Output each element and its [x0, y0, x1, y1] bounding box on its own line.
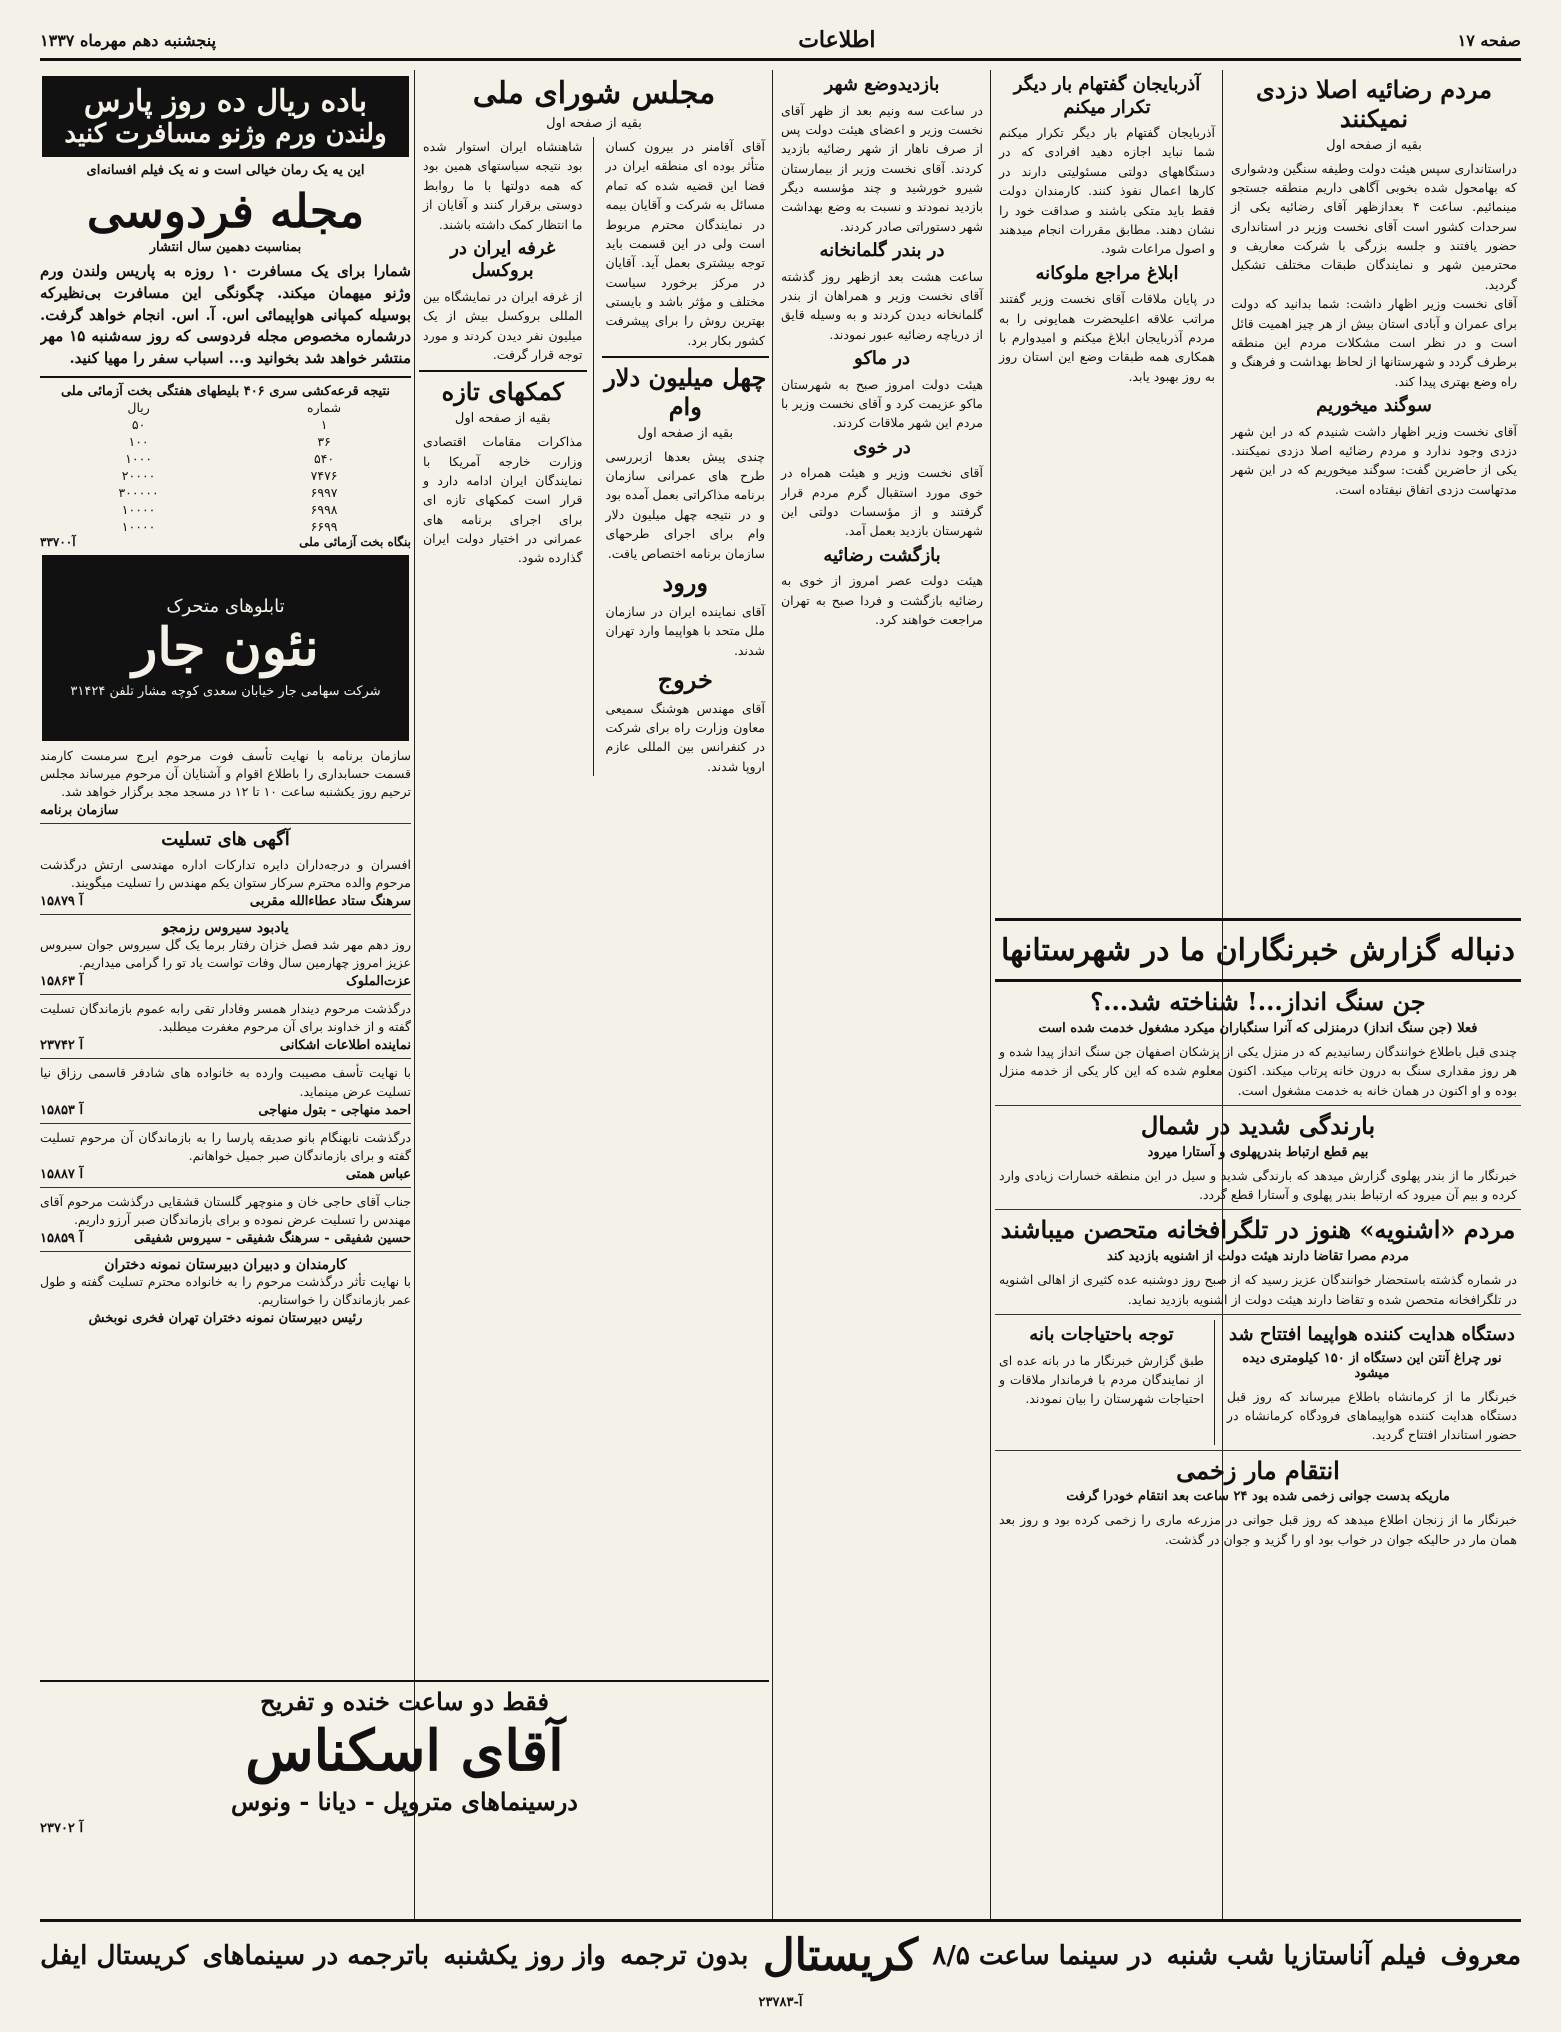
section-banner	[995, 918, 1521, 982]
notice-code: آ ۱۵۸۷۹	[40, 893, 84, 909]
subheading: در ماکو	[854, 348, 910, 370]
story-text: خبرنگار ما از زنجان اطلاع میدهد که روز قبل جوانی در مزرعه ماری را زخمی کرده بود و روز بعد همان مار در حالیکه جوان در خواب بود او را گزید و جوان در گذشت.	[999, 1512, 1517, 1547]
ad-time: در سینما ساعت ۸/۵	[932, 1940, 1153, 1971]
ad-tagline: فقط دو ساعت خنده و تفریح	[260, 1687, 549, 1716]
lottery-header-row	[40, 399, 411, 416]
continuation-note: بقیه از صفحه اول	[637, 425, 734, 441]
lottery-row: ۶۶۹۹ ۱۰۰۰۰	[121, 518, 338, 534]
story-subheading: ماریکه بدست جوانی زخمی شده بود ۲۴ ساعت بعد انتقام خودرا گرفت	[1066, 1489, 1450, 1505]
provincial-reports-section	[995, 918, 1521, 1927]
notice-signature: سازمان برنامه	[40, 803, 119, 819]
story-subheading: فعلا (جن سنگ انداز) درمنزلی که آنرا سنگباران میکرد مشغول خدمت شده است	[1038, 1020, 1478, 1036]
ad-line: این یه یک رمان خیالی است و نه یک فیلم افسانه‌ای	[86, 163, 365, 178]
article-text: ساعت هشت بعد ازظهر روز گذشته آقای نخست وزیر و همراهان از بندر گلمانخانه دیدن کردند و به وسیله قایق از دریاچه رضائیه عبور نمودند.	[781, 268, 983, 342]
ad-mid-text: باترجمه در سینماهای	[202, 1940, 430, 1971]
magazine-promo: شمارا برای یک مسافرت ۱۰ روزه به پاریس ولندن ورم وژنو میهمان میکند. چگونگی این مسافرت بی‌نظیرکه بوسیله کمپانی هواپیمائی اس. آ. اس. انجام خواهد گرفت. درشماره مخصوص مجله فردوسی که روز سه‌شنبه ۱۵ مهر منتشر خواهد شد بخوانید و... اسباب سفر را مهیا کنید.	[40, 262, 411, 367]
headline-azerbaijan: آذربایجان گفتهام بار دیگر تکرار میکنم	[1013, 74, 1201, 118]
article-text: آذربایجان گفتهام بار دیگر تکرار میکنم شما نباید اجازه دهید افرادی که در دستگاههای دولتی مسئولیتی دارند در کارها اعمال نفوذ کنند. کارمندان دولت فقط باید متکی باشند و صداقت خود را نشان دهند. مطابق مقررات انجام میدهند و اصول مراعات شود.	[999, 125, 1215, 257]
magazine-subtitle: بمناسبت دهمین سال انتشار	[149, 240, 302, 255]
headline-loan: چهل میلیون دلار وام	[604, 363, 767, 421]
notice-signature: عباس همتی	[345, 1166, 411, 1182]
lottery-table	[40, 399, 411, 535]
issue-date: پنجشنبه دهم مهرماه ۱۳۳۷	[40, 30, 217, 50]
notice-text: با نهایت تأثر درگذشت مرحوم را به خانواده محترم تسلیت گفته و طول عمر بازماندگان را خواستاریم.	[40, 1274, 411, 1308]
article-text: دراستانداری سپس هیئت دولت وطیفه سنگین ودشواری که بهامحول شده بخوبی آگاهی داریم منطقه جستجو مینمائیم. ساعت ۴ بعدازظهر آقای رضائیه یکی از سرحدات کشور است آقای نخست وزیر در استانداری حضور یافتند و جلسه بزرگی با شرکت معاریف و محترمین شهر و نمایندگان طبقات مختلف تشکیل گردید.	[1231, 160, 1517, 292]
ad-code: آ ۲۳۷۰۲	[40, 1821, 84, 1837]
ad-code: آ-۲۳۷۸۳	[758, 1995, 803, 2010]
lottery-row: ۵۴۰ ۱۰۰۰	[125, 450, 335, 466]
subheading: غرفه ایران در بروکسل	[450, 237, 556, 282]
article-text: شاهنشاه ایران استوار شده بود نتیجه سیاستهای همین بود که همه دولتها با ما روابط دوستی برقرار کنند و آقایان از ما انتظار کمک داشته باشند.	[423, 139, 583, 232]
headline-arrival: ورود	[662, 567, 708, 597]
story-subheading: بیم قطع ارتباط بندرپهلوی و آستارا میرود	[1147, 1144, 1369, 1160]
ad-days: واز روز یکشنبه	[443, 1940, 606, 1971]
neon-jar-ad	[42, 555, 409, 741]
story-subheading: مردم مصرا تقاضا دارند هیئت دولت از اشنویه بازدید کند	[1107, 1249, 1409, 1265]
notice-code: آ ۱۵۸۵۳	[40, 1102, 84, 1118]
lottery-organization: بنگاه بخت آزمائی ملی	[299, 534, 411, 549]
story-text: خبرنگار ما از کرمانشاه باطلاع میرساند که روز قبل دستگاه هدایت کننده هواپیماهای فرودگاه کرمانشاه در حضور استاندار افتتاح گردید.	[1226, 1388, 1517, 1443]
lottery-col-number: شماره	[307, 399, 342, 415]
lottery-code: آ۳۳۷۰۰	[40, 534, 76, 549]
notice-title: آگهی های تسلیت	[161, 829, 290, 851]
story-text: چندی قبل باطلاع خوانندگان رسانیدیم که در منزل یکی از پزشکان اصفهان جن سنگ انداز پیدا شده و هر روز مقداری سنگ به درون خانه پرتاب میکند. اکنون معلوم شده که این کار یکی از خدمه منزل بوده و او اکنون در همان خانه به خدمت مشغول است.	[999, 1043, 1517, 1098]
notice-code: آ ۲۳۷۴۲	[40, 1038, 84, 1054]
notice-code: آ ۱۵۸۶۳	[40, 974, 84, 990]
ad-cinemas: کریستال ایفل	[40, 1940, 189, 1971]
notice-text: درگذشت مرحوم دیندار همسر وفادار تقی رابه عموم بازماندگان تسلیت گفته و از خداوند برای آن مرحوم مغفرت میطلبد.	[40, 1001, 411, 1035]
article-text: آقای نخست وزیر اظهار داشت: شما بدانید که دولت برای عمران و آبادی استان بیش از هر چیز اهمیت قائل است و در نظر است مشکلات مردم این منطقه برطرف گردد و شهرستانها از لحاظ بهداشت و فرهنگ و راه وضع بهتری پیدا کند.	[1231, 296, 1517, 389]
lottery-col-rial: ریال	[127, 399, 150, 415]
story-text: خبرنگار ما از بندر پهلوی گزارش میدهد که بارندگی شدید و سیل در این منطقه خسارات زیادی وارد کرده و بیم آن میرود که ارتباط بندر پهلوی و آستارا قطع گردد.	[999, 1167, 1517, 1203]
headline-departure: خروج	[657, 664, 713, 694]
subheading: در خوی	[853, 436, 911, 458]
article-text: در پایان ملاقات آقای نخست وزیر گفتند مراتب علاقه اعلیحضرت همایونی را به مردم آذربایجان ابلاغ میکنم و امیدوارم با همکاری همه طبقات وضع این استان روز به روز بهبود یابد.	[999, 291, 1215, 384]
lottery-row: ۱ ۵۰	[131, 416, 328, 432]
story-text: در شماره گذشته باستحضار خوانندگان عزیز رسید که از صبح روز دوشنبه عده کثیری از اهالی اشنویه در تلگرافخانه متحصن شده و تقاضا دارند هیئت دولت از اشنویه بازدید نماید.	[999, 1272, 1517, 1307]
ferdowsi-banner	[42, 76, 409, 157]
continuation-note: بقیه از صفحه اول	[454, 411, 551, 427]
notice-code: آ ۱۵۸۵۹	[40, 1231, 84, 1247]
lottery-row: ۳۶ ۱۰۰	[128, 433, 331, 449]
story-headline: بارندگی شدید در شمال	[1140, 1110, 1376, 1140]
article-text: آقای نماینده ایران در سازمان ملل متحد با هواپیما وارد تهران شدند.	[605, 603, 765, 658]
notice-text: درگذشت نابهنگام بانو صدیقه پارسا را به بازماندگان آن مرحوم تسلیت گفته و برای بازماندگان صبر جمیل خواهانم.	[40, 1129, 411, 1163]
notice-code: آ ۱۵۸۸۷	[40, 1166, 84, 1182]
story-headline: مردم «اشنویه» هنوز در تلگرافخانه متحصن میباشند	[1000, 1215, 1516, 1245]
story-subheading: نور چراغ آنتن این دستگاه از ۱۵۰ کیلومتری دیده میشود	[1242, 1350, 1502, 1381]
subheading: در بندر گلمانخانه	[819, 240, 945, 262]
article-text: هیئت دولت عصر امروز از خوی به رضائیه بازگشت و فردا صبح به تهران مراجعت خواهند کرد.	[781, 573, 983, 627]
ad-no-translation: بدون ترجمه	[620, 1940, 749, 1971]
banner-line-1: باده ریال ده روز پارس	[83, 84, 368, 119]
ad-cinemas: درسینماهای متروپل - دیانا - ونوس	[231, 1787, 578, 1817]
article-text: آقای آقامنر در بیرون کسان متأثر بوده ای منطقه ایران در فضا این قضیه شده که تمام مسائل به شرکت و آقایان بیمه در نمایندگان محترم مربوط است ولی در این قسمت باید توجه بیشتری بعمل آید. آقایان در مرکز برخورد سیاست مختلف و مؤثر باشد و بایستی بهترین روش را برای پیشرفت کشور بکار برد.	[605, 139, 765, 348]
column-1	[1227, 70, 1521, 912]
notice-text: با نهایت تأسف مصیبت وارده به خانواده های شادفر قاسمی رزاق نیا تسلیت عرض مینماید.	[40, 1065, 411, 1099]
story-headline: جن سنگ انداز...! شناخته شد...؟	[1090, 987, 1426, 1016]
headline-rezaieh: مردم رضائیه اصلا دزدی نمیکنند	[1256, 75, 1492, 133]
subheading: بازگشت رضائیه	[823, 544, 941, 566]
notice-signature: عزت‌الملوک	[346, 974, 411, 990]
article-text: در ساعت سه ونیم بعد از ظهر آقای نخست وزیر و اعضای هیئت دولت پس از صرف ناهار از شهر رضائیه بازدید کردند. آقای نخست وزیر از بیمارستان شیرو خورشید و چند مؤسسه دیگر بازدید نمودند و نسبت به وضع بهداشت شهر دستوراتی صادر کردند.	[781, 102, 983, 234]
article-text: چندی پیش بعدها ازبررسی طرح های عمرانی سازمان برنامه مذاکراتی بعمل آمده بود و در نتیجه چهل میلیون دلار وام برای اجرای طرحهای سازمان برنامه اختصاص یافت.	[605, 448, 765, 561]
notice-signature: سرهنگ ستاد عطاءالله مقربی	[249, 893, 411, 909]
lottery-row: ۶۹۹۷ ۳۰۰۰۰۰	[118, 484, 338, 500]
cinema-ad-skinner	[40, 1680, 769, 1922]
notice-signature: احمد منهاجی - بتول منهاجی	[258, 1102, 411, 1118]
lottery-row: ۶۹۹۸ ۱۰۰۰۰	[121, 501, 338, 517]
column-5-ads	[40, 70, 411, 1672]
article-text: مذاکرات مقامات اقتصادی وزارت خارجه آمریکا با نمایندگان ایران ادامه دارد و قرار است کمکهای تازه ای برای اجرای برنامه های عمرانی در اختیار دولت ایران گذارده شود.	[423, 434, 583, 566]
story-headline: دستگاه هدایت کننده هواپیما افتتاح شد	[1229, 1324, 1515, 1346]
subheading: ابلاغ مراجع ملوکانه	[1035, 262, 1179, 284]
headline-city-visit: بازدیدوضع شهر	[824, 74, 940, 95]
headline-majlis: مجلس شورای ملی	[472, 76, 716, 111]
article-text: آقای نخست وزیر اظهار داشت شنیدم که در این شهر دزدی وجود ندارد و مردم رضائیه اصلا دزدی نمیکنند. یکی از حاضرین گفت: سوگند میخوریم که در این شهر مدتهاست دزدی اتفاق نیفتاده است.	[1231, 423, 1517, 497]
ad-cinema-name: کریستال	[762, 1930, 919, 1981]
notice-text: روز دهم مهر شد فصل خزان رفتار برما یک گل سیروس جوان سیروس عزیز امروز چهارمین سال وفات تواست یاد تو را گرامی میداریم.	[40, 936, 411, 970]
ad-film-title: آقای اسکناس	[245, 1717, 564, 1784]
page-number: صفحه ۱۷	[1457, 30, 1521, 50]
lottery-title: نتیجه قرعه‌کشی سری ۴۰۶ بلیطهای هفتگی بخت آزمائی ملی	[60, 383, 391, 399]
article-text: آقای نخست وزیر و هیئت همراه در خوی مورد استقبال گرم مردم قرار گرفتند و از مؤسسات دولتی این شهرستان بازدید بعمل آمد.	[781, 465, 983, 539]
notice-title: کارمندان و دبیران دبیرستان نمونه دختران	[104, 1257, 347, 1274]
notice-title: یادبود سیروس رزمجو	[162, 919, 289, 936]
notice-signature: رئیس دبیرستان نمونه دختران تهران فخری نوبخش	[88, 1311, 363, 1327]
story-text: طبق گزارش خبرنگار ما در بانه عده ای از نمایندگان مردم با فرماندار ملاقات و احتیاجات شهرستان را بیان نمودند.	[999, 1352, 1204, 1407]
notice-signature: نماینده اطلاعات اشکانی	[279, 1038, 411, 1054]
page-header	[40, 22, 1521, 61]
neon-tagline: تابلوهای متحرک	[166, 596, 285, 618]
continuation-note: بقیه از صفحه اول	[1326, 137, 1422, 153]
continuation-note: بقیه از صفحه اول	[546, 116, 642, 131]
article-text: هیئت دولت امروز صبح به شهرستان ماکو عزیمت کرد و آقای نخست وزیر با مردم این شهر ملاقات کردند.	[781, 376, 983, 431]
notice-text: افسران و درجه‌داران دایره تدارکات اداره مهندسی ارتش درگذشت مرحوم والده محترم سرکار ستوان یکم مهندس را تسلیت میگویند.	[40, 856, 411, 890]
magazine-title: مجله فردوسی	[86, 184, 365, 238]
banner-line-2: ولندن ورم وژنو مسافرت کنید	[64, 119, 387, 149]
story-headline: توجه باحتیاجات بانه	[1029, 1324, 1174, 1346]
section-title: دنباله گزارش خبرنگاران ما در شهرستانها	[1001, 933, 1515, 968]
notice-text: جناب آقای حاجی خان و منوچهر گلستان قشقایی درگذشت مرحوم آقای مهندس را تسلیت عرض نموده و برای بازماندگان صبر آرزو داریم.	[40, 1193, 411, 1227]
column-4	[419, 70, 769, 1672]
article-text: آقای مهندس هوشنگ سمیعی معاون وزارت راه برای شرکت در کنفرانس بین المللی عازم اروپا شدند.	[605, 700, 765, 774]
headline-new-aid: کمکهای تازه	[441, 377, 564, 407]
newspaper-title: اطلاعات	[798, 27, 876, 53]
crystal-ad-line	[40, 1930, 1521, 1981]
neon-logo-text: نئون جار	[132, 617, 319, 679]
story-headline: انتقام مار زخمی	[1176, 1455, 1340, 1485]
notice-text: سازمان برنامه با نهایت تأسف فوت مرحوم ایرج سرمست کارمند قسمت حسابداری را باطلاع اقوام و آشنایان آن مرحوم میرساند مجلس ترحیم روز یکشنبه ساعت ۱۰ تا ۱۲ در مسجد مجد برگزار خواهد شد.	[40, 747, 411, 799]
notice-signature: حسین شفیقی - سرهنگ شفیقی - سیروس شفیقی	[134, 1231, 411, 1247]
neon-address: شرکت سهامی جار خیابان سعدی کوچه مشار تلفن ۳۱۴۲۴	[70, 684, 381, 700]
column-3	[777, 70, 987, 1927]
cinema-ad-crystal	[40, 1919, 1521, 2012]
column-2	[995, 70, 1219, 912]
ad-famous: معروف	[1440, 1940, 1521, 1971]
ad-film: فیلم آناستازیا شب شنبه	[1166, 1940, 1427, 1971]
lottery-row: ۷۴۷۶ ۲۰۰۰۰	[121, 467, 338, 483]
article-text: از غرفه ایران در نمایشگاه بین المللی بروکسل بیش از یک میلیون نفر دیدن کردند و مورد توجه قرار گرفت.	[423, 288, 583, 362]
subheading: سوگند میخوریم	[1316, 395, 1432, 417]
